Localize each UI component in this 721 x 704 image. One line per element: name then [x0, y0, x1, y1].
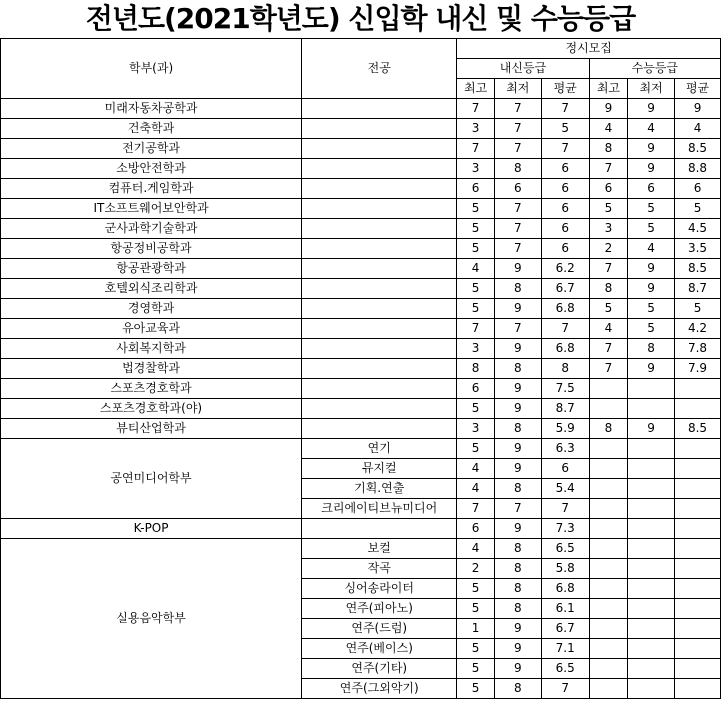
- dept-cell: 뷰티산업학과: [1, 419, 302, 439]
- suneung-cell: [589, 439, 628, 459]
- suneung-cell: [628, 599, 675, 619]
- suneung-cell: 5: [675, 299, 721, 319]
- naesin-cell: 8: [494, 359, 541, 379]
- dept-cell: 사회복지학과: [1, 339, 302, 359]
- suneung-cell: 2: [589, 239, 628, 259]
- suneung-cell: [675, 619, 721, 639]
- major-cell: [302, 419, 457, 439]
- naesin-cell: 7: [541, 679, 589, 699]
- suneung-cell: 5: [628, 199, 675, 219]
- suneung-cell: [675, 679, 721, 699]
- naesin-cell: 6: [541, 459, 589, 479]
- naesin-cell: 6.2: [541, 259, 589, 279]
- suneung-cell: [675, 639, 721, 659]
- naesin-cell: 5: [457, 299, 495, 319]
- naesin-cell: 7.1: [541, 639, 589, 659]
- suneung-cell: [675, 659, 721, 679]
- dept-cell: 스포츠경호학과(야): [1, 399, 302, 419]
- dept-cell: 유아교육과: [1, 319, 302, 339]
- suneung-cell: [675, 459, 721, 479]
- suneung-cell: 8.7: [675, 279, 721, 299]
- dept-cell: 전기공학과: [1, 139, 302, 159]
- major-cell: 연주(그외악기): [302, 679, 457, 699]
- major-cell: [302, 519, 457, 539]
- grade-table: [0, 38, 721, 699]
- header-naesin-avg: 평균: [541, 79, 589, 99]
- major-cell: [302, 279, 457, 299]
- suneung-cell: 3.5: [675, 239, 721, 259]
- naesin-cell: 5: [457, 639, 495, 659]
- dept-cell: 항공관광학과: [1, 259, 302, 279]
- page-title: 전년도(2021학년도) 신입학 내신 및 수능등급: [85, 2, 636, 35]
- suneung-cell: 8: [589, 139, 628, 159]
- naesin-cell: 9: [494, 379, 541, 399]
- table-row: [1, 539, 721, 559]
- major-cell: [302, 359, 457, 379]
- suneung-cell: 4: [675, 119, 721, 139]
- dept-cell: 공연미디어학부: [1, 439, 302, 519]
- naesin-cell: 5.4: [541, 479, 589, 499]
- suneung-cell: [589, 479, 628, 499]
- naesin-cell: 5: [457, 399, 495, 419]
- suneung-cell: 5: [628, 299, 675, 319]
- major-cell: [302, 339, 457, 359]
- table-row: [1, 519, 721, 539]
- major-cell: 연주(베이스): [302, 639, 457, 659]
- table-row: [1, 359, 721, 379]
- dept-cell: 건축학과: [1, 119, 302, 139]
- naesin-cell: 5: [457, 239, 495, 259]
- naesin-cell: 6: [457, 379, 495, 399]
- suneung-cell: [628, 519, 675, 539]
- naesin-cell: 7: [494, 319, 541, 339]
- naesin-cell: 3: [457, 339, 495, 359]
- dept-cell: 법경찰학과: [1, 359, 302, 379]
- suneung-cell: [589, 559, 628, 579]
- naesin-cell: 6.8: [541, 579, 589, 599]
- naesin-cell: 6: [541, 239, 589, 259]
- dept-cell: 경영학과: [1, 299, 302, 319]
- suneung-cell: [589, 619, 628, 639]
- naesin-cell: 6: [541, 159, 589, 179]
- header-group: 정시모집: [457, 39, 721, 59]
- suneung-cell: 8.8: [675, 159, 721, 179]
- naesin-cell: 4: [457, 259, 495, 279]
- suneung-cell: [589, 539, 628, 559]
- naesin-cell: 6: [541, 179, 589, 199]
- suneung-cell: 5: [628, 319, 675, 339]
- major-cell: [302, 399, 457, 419]
- naesin-cell: 4: [457, 459, 495, 479]
- naesin-cell: 5: [457, 219, 495, 239]
- major-cell: [302, 199, 457, 219]
- major-cell: 크리에이티브뉴미디어: [302, 499, 457, 519]
- naesin-cell: 3: [457, 119, 495, 139]
- table-row: [1, 399, 721, 419]
- naesin-cell: 8: [494, 279, 541, 299]
- naesin-cell: 8: [494, 479, 541, 499]
- naesin-cell: 8: [494, 539, 541, 559]
- major-cell: [302, 179, 457, 199]
- suneung-cell: [675, 539, 721, 559]
- naesin-cell: 5.8: [541, 559, 589, 579]
- naesin-cell: 8: [494, 679, 541, 699]
- dept-cell: 컴퓨터.게임학과: [1, 179, 302, 199]
- suneung-cell: [589, 679, 628, 699]
- suneung-cell: 4: [589, 119, 628, 139]
- naesin-cell: 9: [494, 459, 541, 479]
- suneung-cell: [589, 379, 628, 399]
- major-cell: [302, 159, 457, 179]
- naesin-cell: 9: [494, 399, 541, 419]
- suneung-cell: [628, 379, 675, 399]
- header-major: 전공: [302, 39, 457, 99]
- naesin-cell: 5: [457, 199, 495, 219]
- major-cell: [302, 139, 457, 159]
- naesin-cell: 8: [494, 579, 541, 599]
- naesin-cell: 6: [541, 199, 589, 219]
- naesin-cell: 8.7: [541, 399, 589, 419]
- header-naesin: 내신등급: [457, 59, 589, 79]
- header-suneung-worst: 최저: [628, 79, 675, 99]
- suneung-cell: [628, 399, 675, 419]
- suneung-cell: [589, 519, 628, 539]
- naesin-cell: 8: [494, 419, 541, 439]
- table-row: [1, 239, 721, 259]
- suneung-cell: 6: [628, 179, 675, 199]
- naesin-cell: 8: [494, 159, 541, 179]
- suneung-cell: 9: [628, 259, 675, 279]
- naesin-cell: 5: [457, 279, 495, 299]
- naesin-cell: 9: [494, 639, 541, 659]
- suneung-cell: [628, 479, 675, 499]
- major-cell: 연주(피아노): [302, 599, 457, 619]
- dept-cell: 미래자동차공학과: [1, 99, 302, 119]
- suneung-cell: [675, 559, 721, 579]
- suneung-cell: [628, 679, 675, 699]
- naesin-cell: 6.7: [541, 619, 589, 639]
- naesin-cell: 6.8: [541, 339, 589, 359]
- suneung-cell: [628, 439, 675, 459]
- suneung-cell: 7: [589, 259, 628, 279]
- naesin-cell: 9: [494, 259, 541, 279]
- table-row: [1, 419, 721, 439]
- suneung-cell: 7: [589, 159, 628, 179]
- naesin-cell: 6.7: [541, 279, 589, 299]
- naesin-cell: 7: [457, 99, 495, 119]
- suneung-cell: [675, 599, 721, 619]
- suneung-cell: 4.5: [675, 219, 721, 239]
- naesin-cell: 8: [494, 559, 541, 579]
- table-row: [1, 139, 721, 159]
- suneung-cell: 3: [589, 219, 628, 239]
- suneung-cell: 9: [628, 159, 675, 179]
- suneung-cell: 8: [628, 339, 675, 359]
- naesin-cell: 7: [541, 99, 589, 119]
- suneung-cell: [589, 459, 628, 479]
- table-row: [1, 259, 721, 279]
- naesin-cell: 7.5: [541, 379, 589, 399]
- suneung-cell: 7: [589, 359, 628, 379]
- suneung-cell: 9: [628, 279, 675, 299]
- major-cell: [302, 299, 457, 319]
- naesin-cell: 6.8: [541, 299, 589, 319]
- suneung-cell: 9: [675, 99, 721, 119]
- suneung-cell: 9: [589, 99, 628, 119]
- naesin-cell: 9: [494, 299, 541, 319]
- naesin-cell: 8: [541, 359, 589, 379]
- suneung-cell: 8: [589, 279, 628, 299]
- suneung-cell: [675, 439, 721, 459]
- naesin-cell: 3: [457, 159, 495, 179]
- naesin-cell: 3: [457, 419, 495, 439]
- suneung-cell: 9: [628, 359, 675, 379]
- header-suneung: 수능등급: [589, 59, 720, 79]
- naesin-cell: 7: [494, 119, 541, 139]
- naesin-cell: 7: [457, 139, 495, 159]
- major-cell: 연기: [302, 439, 457, 459]
- naesin-cell: 4: [457, 539, 495, 559]
- naesin-cell: 7: [541, 319, 589, 339]
- suneung-cell: 6: [589, 179, 628, 199]
- suneung-cell: 8.5: [675, 259, 721, 279]
- dept-cell: 스포츠경호학과: [1, 379, 302, 399]
- naesin-cell: 7: [494, 99, 541, 119]
- naesin-cell: 6: [541, 219, 589, 239]
- naesin-cell: 7: [494, 239, 541, 259]
- suneung-cell: [628, 459, 675, 479]
- naesin-cell: 7: [541, 499, 589, 519]
- naesin-cell: 1: [457, 619, 495, 639]
- naesin-cell: 5: [457, 599, 495, 619]
- suneung-cell: [628, 499, 675, 519]
- major-cell: [302, 379, 457, 399]
- suneung-cell: 5: [628, 219, 675, 239]
- major-cell: [302, 219, 457, 239]
- suneung-cell: 9: [628, 419, 675, 439]
- suneung-cell: [628, 579, 675, 599]
- naesin-cell: 7.3: [541, 519, 589, 539]
- table-row: [1, 99, 721, 119]
- suneung-cell: [675, 519, 721, 539]
- suneung-cell: [589, 499, 628, 519]
- table-row: [1, 279, 721, 299]
- naesin-cell: 7: [457, 499, 495, 519]
- suneung-cell: [589, 599, 628, 619]
- naesin-cell: 4: [457, 479, 495, 499]
- naesin-cell: 5: [457, 439, 495, 459]
- naesin-cell: 6: [494, 179, 541, 199]
- table-row: [1, 319, 721, 339]
- major-cell: 기획.연출: [302, 479, 457, 499]
- suneung-cell: [675, 399, 721, 419]
- naesin-cell: 7: [494, 219, 541, 239]
- table-row: [1, 299, 721, 319]
- table-row: [1, 219, 721, 239]
- naesin-cell: 5: [457, 579, 495, 599]
- major-cell: 연주(기타): [302, 659, 457, 679]
- naesin-cell: 9: [494, 339, 541, 359]
- naesin-cell: 6.5: [541, 659, 589, 679]
- naesin-cell: 5: [457, 659, 495, 679]
- table-row: [1, 119, 721, 139]
- suneung-cell: [589, 579, 628, 599]
- naesin-cell: 7: [494, 199, 541, 219]
- major-cell: [302, 119, 457, 139]
- naesin-cell: 6.5: [541, 539, 589, 559]
- suneung-cell: 8: [589, 419, 628, 439]
- header-naesin-worst: 최저: [494, 79, 541, 99]
- naesin-cell: 6: [457, 519, 495, 539]
- naesin-cell: 9: [494, 619, 541, 639]
- naesin-cell: 9: [494, 659, 541, 679]
- naesin-cell: 6.1: [541, 599, 589, 619]
- major-cell: [302, 99, 457, 119]
- suneung-cell: [675, 579, 721, 599]
- table-row: [1, 179, 721, 199]
- suneung-cell: 9: [628, 139, 675, 159]
- dept-cell: 군사과학기술학과: [1, 219, 302, 239]
- major-cell: [302, 239, 457, 259]
- major-cell: 뮤지컬: [302, 459, 457, 479]
- naesin-cell: 9: [494, 439, 541, 459]
- suneung-cell: [589, 399, 628, 419]
- naesin-cell: 9: [494, 519, 541, 539]
- suneung-cell: 4: [628, 119, 675, 139]
- major-cell: 보컬: [302, 539, 457, 559]
- dept-cell: K-POP: [1, 519, 302, 539]
- naesin-cell: 8: [457, 359, 495, 379]
- naesin-cell: 5: [457, 679, 495, 699]
- suneung-cell: 8.5: [675, 419, 721, 439]
- suneung-cell: 5: [675, 199, 721, 219]
- dept-cell: 항공정비공학과: [1, 239, 302, 259]
- naesin-cell: 7: [457, 319, 495, 339]
- suneung-cell: 4: [628, 239, 675, 259]
- major-cell: 연주(드럼): [302, 619, 457, 639]
- suneung-cell: 9: [628, 99, 675, 119]
- header-dept: 학부(과): [1, 39, 302, 99]
- suneung-cell: 8.5: [675, 139, 721, 159]
- naesin-cell: 7: [541, 139, 589, 159]
- suneung-cell: [589, 659, 628, 679]
- suneung-cell: 7.9: [675, 359, 721, 379]
- naesin-cell: 2: [457, 559, 495, 579]
- major-cell: 작곡: [302, 559, 457, 579]
- suneung-cell: [675, 479, 721, 499]
- suneung-cell: 5: [589, 199, 628, 219]
- dept-cell: 소방안전학과: [1, 159, 302, 179]
- suneung-cell: 4: [589, 319, 628, 339]
- suneung-cell: [675, 379, 721, 399]
- suneung-cell: [628, 559, 675, 579]
- suneung-cell: [675, 499, 721, 519]
- major-cell: 싱어송라이터: [302, 579, 457, 599]
- naesin-cell: 7: [494, 499, 541, 519]
- dept-cell: IT소프트웨어보안학과: [1, 199, 302, 219]
- suneung-cell: 6: [675, 179, 721, 199]
- dept-cell: 실용음악학부: [1, 539, 302, 699]
- naesin-cell: 7: [494, 139, 541, 159]
- suneung-cell: 7: [589, 339, 628, 359]
- dept-cell: 호텔외식조리학과: [1, 279, 302, 299]
- header-naesin-best: 최고: [457, 79, 495, 99]
- header-suneung-best: 최고: [589, 79, 628, 99]
- naesin-cell: 8: [494, 599, 541, 619]
- table-row: [1, 339, 721, 359]
- suneung-cell: [628, 619, 675, 639]
- table-row: [1, 199, 721, 219]
- naesin-cell: 6.3: [541, 439, 589, 459]
- suneung-cell: 5: [589, 299, 628, 319]
- naesin-cell: 6: [457, 179, 495, 199]
- header-suneung-avg: 평균: [675, 79, 721, 99]
- major-cell: [302, 319, 457, 339]
- suneung-cell: [628, 659, 675, 679]
- suneung-cell: [628, 539, 675, 559]
- major-cell: [302, 259, 457, 279]
- suneung-cell: 4.2: [675, 319, 721, 339]
- table-row: [1, 379, 721, 399]
- table-row: [1, 159, 721, 179]
- suneung-cell: [628, 639, 675, 659]
- table-row: [1, 439, 721, 459]
- naesin-cell: 5: [541, 119, 589, 139]
- naesin-cell: 5.9: [541, 419, 589, 439]
- suneung-cell: [589, 639, 628, 659]
- suneung-cell: 7.8: [675, 339, 721, 359]
